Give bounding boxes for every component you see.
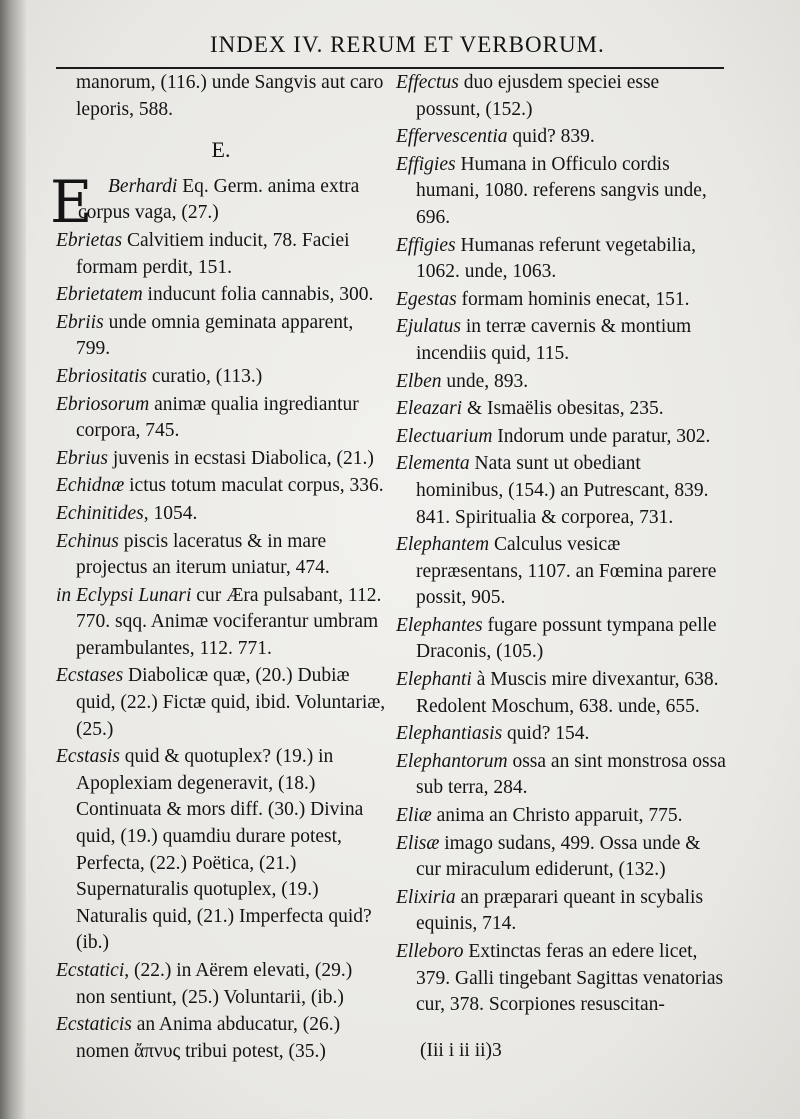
entry-text: unde, 893. bbox=[441, 370, 529, 392]
entry-term: Eliæ bbox=[396, 805, 432, 827]
entry-term: Ebrietatem bbox=[56, 284, 143, 306]
entry-text: an Anima abducatur, (26.) nomen ἄπνυς tribui potest, (35.) bbox=[76, 1014, 341, 1062]
entry-term: Ejulatus bbox=[396, 316, 462, 338]
index-entry bbox=[396, 396, 728, 423]
entry-text: Extinctas feras an edere licet, 379. Galli tingebant Sagittas venatorias cur, 378. Scorpiones resuscitan- bbox=[416, 941, 724, 1016]
index-entry bbox=[396, 831, 728, 884]
entry-term: Echinus bbox=[56, 530, 119, 552]
entry-text: Nata sunt ut obediant hominibus, (154.) an Putrescant, 839. 841. Spiritualia & corporea, 731. bbox=[416, 453, 709, 528]
index-entry bbox=[56, 958, 386, 1011]
index-entry bbox=[396, 749, 728, 802]
entry-text: piscis laceratus & in mare projectus an iterum uniatur, 474. bbox=[76, 530, 330, 579]
index-entry bbox=[56, 446, 386, 473]
entry-text: Calvitiem inducit, 78. Faciei formam perdit, 151. bbox=[76, 229, 350, 278]
index-entry bbox=[396, 314, 728, 367]
entry-term: Egestas bbox=[396, 288, 457, 310]
signature-mark: (Iii i ii ii)3 bbox=[420, 1040, 502, 1061]
entry-text: Calculus vesicæ repræsentans, 1107. an Fœmina parere possit, 905. bbox=[416, 534, 717, 609]
entry-text: formam hominis enecat, 151. bbox=[456, 288, 690, 310]
entry-text: quid? 839. bbox=[507, 126, 595, 148]
index-entry bbox=[56, 228, 386, 281]
entry-text: imago sudans, 499. Ossa unde & cur miraculum ediderunt, (132.) bbox=[416, 832, 701, 881]
entry-text: quid & quotuplex? (19.) in Apoplexiam degeneravit, (18.) Continuata & mors diff. (30.) Divina quid, (19.) quamdiu durare potest, Perfecta, (22.) Poëtica, (21.) Supernaturalis quotuplex, (19.) Naturalis quid, (21.) Imperfecta quid? (ib.) bbox=[76, 746, 372, 954]
entry-term: Ebriis bbox=[56, 311, 104, 333]
entry-text: Eq. Germ. anima extra corpus vaga, (27.) bbox=[78, 175, 360, 224]
entry-text: animæ qualia ingrediantur corpora, 745. bbox=[76, 393, 359, 442]
entry-term: Ecstaticis bbox=[56, 1014, 132, 1036]
entry-term: Ecstatici bbox=[56, 960, 125, 981]
entry-text: an præparari queant in scybalis equinis, 714. bbox=[416, 886, 704, 935]
right-column bbox=[396, 70, 728, 1020]
entry-text: quid? 154. bbox=[502, 723, 590, 745]
entry-text: duo ejusdem speciei esse possunt, (152.) bbox=[416, 72, 660, 120]
index-entry bbox=[50, 167, 386, 236]
index-entry bbox=[396, 885, 728, 938]
entry-term: Elleboro bbox=[396, 941, 464, 962]
entry-term: Elementa bbox=[396, 453, 470, 475]
book-spine-shadow bbox=[0, 0, 26, 1119]
entry-text: juvenis in ecstasi Diabolica, (21.) bbox=[108, 447, 374, 469]
index-entry bbox=[396, 152, 728, 232]
entry-term: Ebriositatis bbox=[56, 365, 148, 387]
entry-term: Elixiria bbox=[396, 886, 456, 908]
entry-term: Effigies bbox=[396, 153, 456, 175]
entry-term: Elephantem bbox=[396, 534, 490, 556]
lead-in-text: manorum, (116.) unde Sangvis aut caro leporis, 588. bbox=[76, 72, 384, 120]
entry-text: in terræ cavernis & montium incendiis quid, 115. bbox=[416, 316, 692, 364]
entry-term: Berhardi bbox=[108, 175, 178, 197]
index-entry bbox=[56, 364, 386, 391]
index-entry bbox=[396, 667, 728, 720]
entry-term: Elephantorum bbox=[396, 750, 508, 772]
entry-text: , (22.) in Aërem elevati, (29.) non sentiunt, (25.) Voluntarii, (ib.) bbox=[76, 960, 353, 1008]
entry-term: Ebrietas bbox=[56, 229, 123, 251]
entry-term: Electuarium bbox=[396, 425, 493, 447]
header-rule bbox=[56, 67, 724, 69]
entry-term: Ecstases bbox=[56, 665, 124, 687]
entry-text: Indorum unde paratur, 302. bbox=[492, 425, 711, 447]
index-entry bbox=[56, 310, 386, 363]
entry-text: ictus totum maculat corpus, 336. bbox=[124, 475, 384, 497]
index-entry bbox=[56, 583, 386, 663]
entry-term: Elben bbox=[396, 370, 442, 392]
entry-text: , 1054. bbox=[143, 502, 198, 524]
entry-term: Echidnæ bbox=[56, 475, 125, 497]
right-entries-list bbox=[396, 70, 728, 1019]
index-entry bbox=[56, 392, 386, 445]
index-entry bbox=[56, 501, 386, 528]
entry-term: Elisæ bbox=[396, 832, 440, 854]
entry-term: Eleazari bbox=[396, 398, 463, 420]
entry-term: Effervescentia bbox=[396, 126, 508, 148]
index-entry bbox=[396, 369, 728, 396]
index-entry bbox=[56, 529, 386, 582]
index-entry bbox=[396, 613, 728, 666]
entry-term: Elephanti bbox=[396, 669, 472, 691]
entry-text: ossa an sint monstrosa ossa sub terra, 284. bbox=[416, 750, 726, 799]
left-entries-list bbox=[56, 228, 386, 1065]
entry-term: Effigies bbox=[396, 234, 456, 256]
index-entry bbox=[396, 939, 728, 1019]
entry-text: Humanas referunt vegetabilia, 1062. unde, 1063. bbox=[416, 234, 696, 283]
index-entry bbox=[396, 124, 728, 151]
page-header: INDEX IV. RERUM ET VERBORUM. bbox=[210, 32, 605, 57]
left-column bbox=[50, 70, 386, 1066]
drop-cap-letter: E bbox=[50, 167, 93, 236]
index-entry bbox=[396, 70, 728, 123]
entry-term: Elephantes bbox=[396, 614, 483, 636]
entry-term: Ebrius bbox=[56, 447, 109, 469]
entry-text: cur Æra pulsabant, 112. 770. sqq. Animæ vociferantur umbram perambulantes, 112. 771. bbox=[76, 584, 382, 659]
index-entry bbox=[56, 473, 386, 500]
entry-term: in Eclypsi Lunari bbox=[56, 584, 192, 606]
index-entry bbox=[396, 532, 728, 612]
entry-text: inducunt folia cannabis, 300. bbox=[142, 284, 374, 306]
entry-term: Ebriosorum bbox=[56, 393, 150, 415]
entry-term: Elephantiasis bbox=[396, 723, 503, 745]
entry-term: Echinitides bbox=[56, 502, 144, 524]
section-letter: E. bbox=[211, 137, 231, 163]
index-entry bbox=[56, 663, 386, 743]
entry-text: unde omnia geminata apparent, 799. bbox=[76, 311, 354, 360]
index-entry bbox=[396, 287, 728, 314]
entry-text: anima an Christo apparuit, 775. bbox=[431, 805, 683, 827]
index-entry bbox=[396, 451, 728, 531]
entry-term: Ecstasis bbox=[56, 746, 120, 768]
index-entry bbox=[396, 424, 728, 451]
index-entry bbox=[396, 803, 728, 830]
entry-text: à Muscis mire divexantur, 638. Redolent Moschum, 638. unde, 655. bbox=[416, 669, 719, 717]
index-entry bbox=[396, 233, 728, 286]
index-entry bbox=[56, 744, 386, 957]
entry-text: fugare possunt tympana pelle Draconis, (105.) bbox=[416, 614, 717, 663]
index-entry bbox=[56, 282, 386, 309]
entry-text: & Ismaëlis obesitas, 235. bbox=[462, 398, 664, 420]
entry-text: curatio, (113.) bbox=[147, 365, 263, 387]
entry-text: Humana in Officulo cordis humani, 1080. referens sangvis unde, 696. bbox=[416, 153, 707, 228]
index-entry bbox=[396, 721, 728, 748]
entry-text: Diabolicæ quæ, (20.) Dubiæ quid, (22.) Fictæ quid, ibid. Voluntariæ, (25.) bbox=[76, 665, 386, 740]
index-entry bbox=[56, 1012, 386, 1065]
entry-term: Effectus bbox=[396, 72, 459, 93]
